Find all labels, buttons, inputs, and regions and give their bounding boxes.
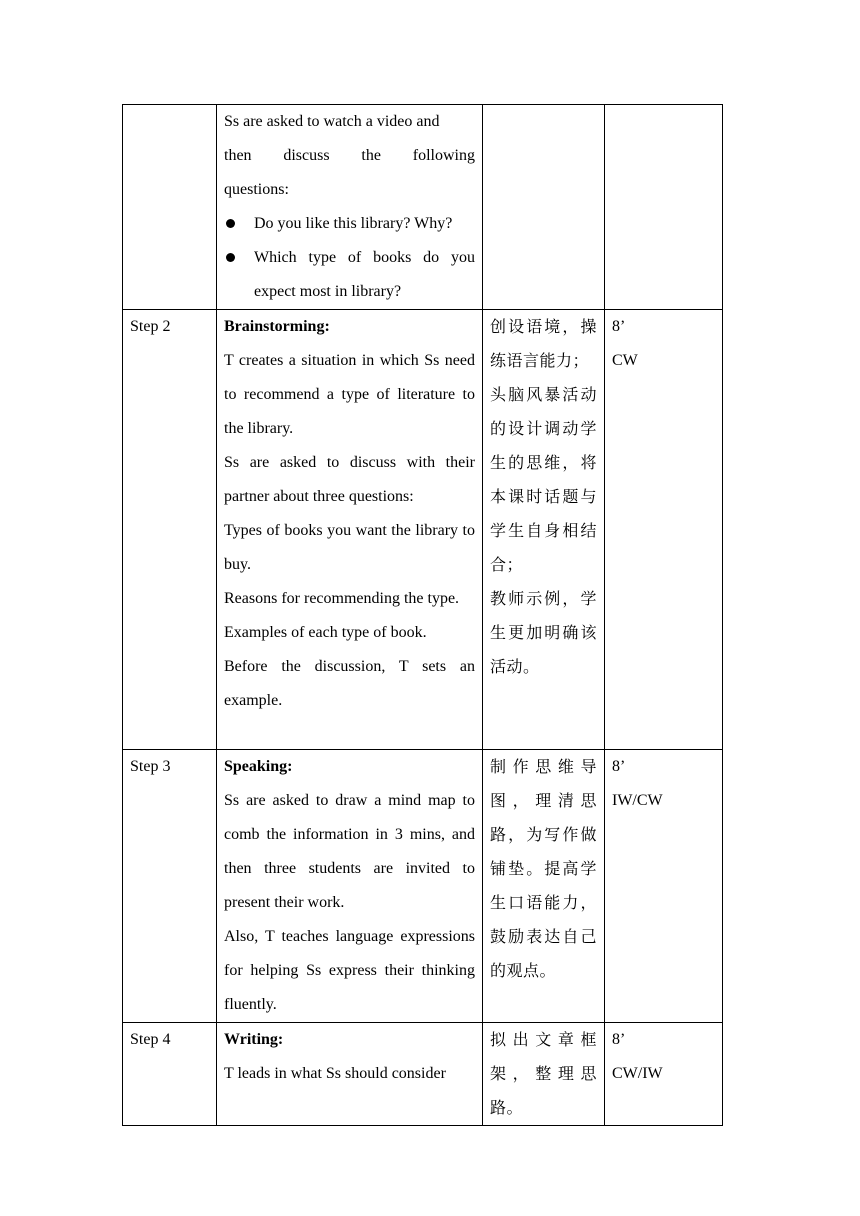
step-cell: Step 2: [123, 310, 217, 750]
content-line: T creates a situation in which Ss need to recommend a type of literature to the library.: [224, 352, 475, 437]
content-line: Ss are asked to draw a mind map to comb the information in 3 mins, and then three students are invited to present their work.: [224, 792, 475, 911]
purpose-line: 教师示例，学生更加明确该活动。: [490, 589, 597, 676]
content-cell: [217, 105, 483, 310]
content-line: Before the discussion, T sets an example.: [224, 658, 475, 709]
table-row: [123, 310, 723, 750]
content-line: Ss are asked to watch a video and: [224, 113, 440, 130]
mode-value: CW/IW: [612, 1065, 663, 1082]
time-value: 8’: [612, 1031, 626, 1048]
purpose-cell: [483, 310, 605, 750]
bullet-item: [224, 241, 475, 309]
purpose-cell: [483, 750, 605, 1023]
bullet-icon: [226, 219, 235, 228]
content-line: Examples of each type of book.: [224, 624, 427, 641]
table-row: [123, 1023, 723, 1126]
step-cell: Step 4: [123, 1023, 217, 1126]
time-cell: [605, 750, 723, 1023]
mode-value: IW/CW: [612, 792, 663, 809]
purpose-line: 创设语境，操练语言能力；: [490, 317, 597, 370]
content-line: Ss are asked to discuss with their partner about three questions:: [224, 454, 475, 505]
content-line: questions:: [224, 181, 289, 198]
purpose-cell: [483, 105, 605, 310]
content-line: then discuss the following: [224, 147, 475, 164]
mode-value: CW: [612, 352, 638, 369]
bullet-item: [224, 207, 475, 241]
time-value: 8’: [612, 758, 626, 775]
lesson-plan-table: [122, 104, 723, 1126]
purpose-line: 制作思维导图，理清思路，为写作做铺垫。提高学生口语能力，鼓励表达自己的观点。: [490, 757, 597, 980]
section-title: Speaking:: [224, 758, 293, 775]
content-line: Reasons for recommending the type.: [224, 590, 460, 607]
content-cell: [217, 1023, 483, 1126]
bullet-text: Which type of books do you expect most in library?: [254, 249, 475, 300]
section-title: Brainstorming:: [224, 318, 330, 335]
purpose-cell: [483, 1023, 605, 1126]
content-cell: [217, 310, 483, 750]
bullet-text: Do you like this library? Why?: [254, 215, 453, 232]
step-cell: Step 3: [123, 750, 217, 1023]
time-value: 8’: [612, 318, 626, 335]
time-cell: [605, 105, 723, 310]
purpose-line: 拟出文章框架，整理思路。: [490, 1030, 597, 1117]
table-row: [123, 105, 723, 310]
content-cell: [217, 750, 483, 1023]
content-line: Also, T teaches language expressions for helping Ss express their thinking fluently.: [224, 928, 475, 1013]
bullet-icon: [226, 253, 235, 262]
purpose-line: 头脑风暴活动的设计调动学生的思维，将本课时话题与学生自身相结合；: [490, 385, 597, 574]
section-title: Writing:: [224, 1031, 284, 1048]
content-line: T leads in what Ss should consider: [224, 1065, 446, 1082]
time-cell: [605, 1023, 723, 1126]
table-row: [123, 750, 723, 1023]
step-cell: [123, 105, 217, 310]
time-cell: [605, 310, 723, 750]
content-line: Types of books you want the library to buy.: [224, 522, 475, 573]
